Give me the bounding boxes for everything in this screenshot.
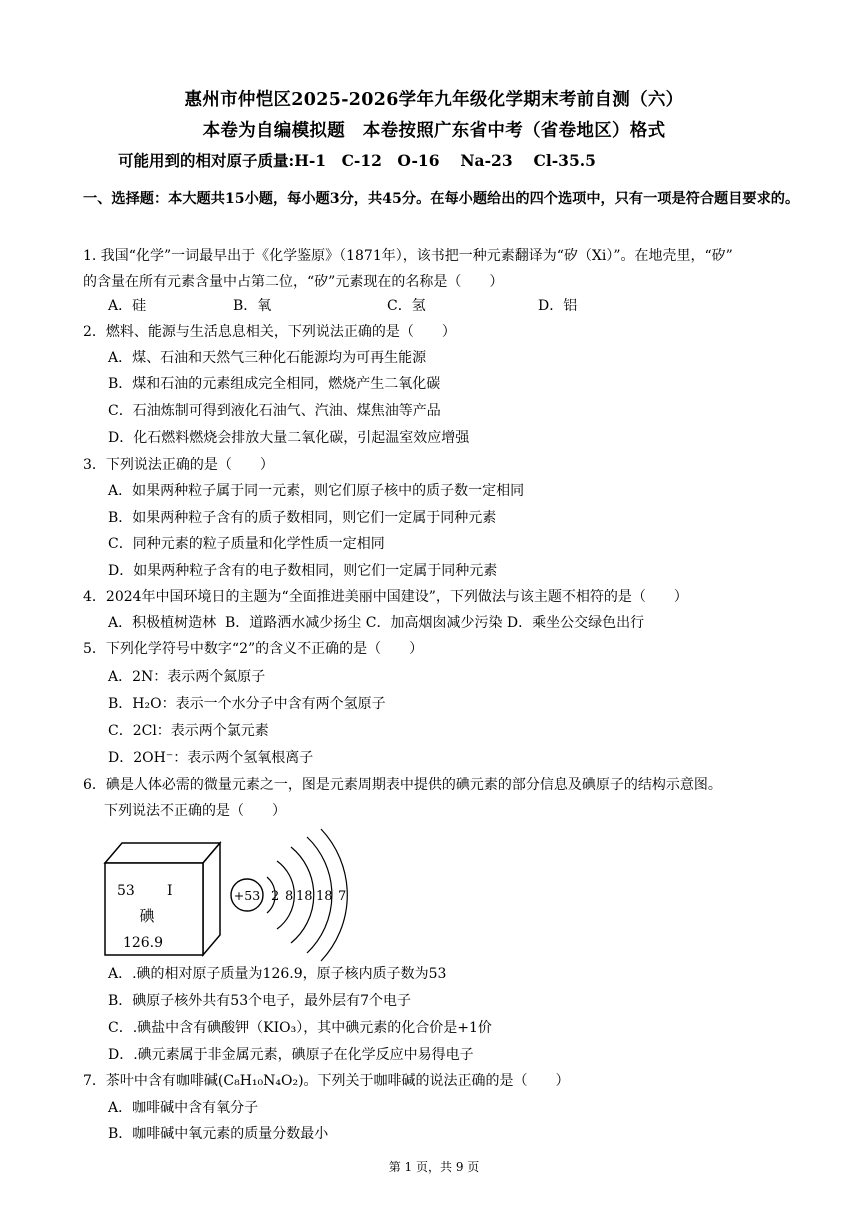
q6-option-d: D．.碘元素属于非金属元素，碘原子在化学反应中易得电子	[108, 1047, 474, 1063]
q5-option-c: C．2Cl：表示两个氯元素	[108, 723, 269, 739]
cell-atomic-number: 53	[117, 883, 135, 899]
q3-option-d: D．如果两种粒子含有的电子数相同，则它们一定属于同种元素	[108, 563, 498, 579]
cell-name: 碘	[139, 907, 155, 925]
q6-option-a: A．.碘的相对原子质量为126.9，原子核内质子数为53	[108, 966, 447, 982]
cell-symbol: I	[167, 883, 173, 899]
q5-option-b: B．H₂O：表示一个水分子中含有两个氢原子	[108, 696, 386, 712]
q1-option-d: D．铝	[538, 298, 578, 314]
q7-option-a: A．咖啡碱中含有氧分子	[108, 1100, 259, 1116]
q2-option-a: A．煤、石油和天然气三种化石能源均为可再生能源	[108, 350, 427, 366]
periodic-cell	[105, 843, 220, 955]
shell-4-electrons: 18	[316, 889, 333, 904]
q6-line2: 下列说法不正确的是（ ）	[104, 803, 286, 819]
q2-option-d: D．化石燃料燃烧会排放大量二氧化碳，引起温室效应增强	[108, 430, 470, 446]
iodine-figure	[95, 825, 435, 965]
q4-options: A．积极植树造林 B．道路洒水减少扬尘 C．加高烟囱减少污染 D．乘坐公交绿色出行	[108, 615, 645, 631]
q1-option-b: B．氧	[233, 298, 272, 314]
q2-option-b: B．煤和石油的元素组成完全相同，燃烧产生二氧化碳	[108, 376, 441, 392]
q5-stem: 5．下列化学符号中数字“2”的含义不正确的是（ ）	[83, 641, 424, 657]
shell-3-electrons: 18	[296, 889, 313, 904]
nucleus-charge: +53	[233, 888, 261, 903]
q1-option-a: A．硅	[108, 298, 147, 314]
q3-option-b: B．如果两种粒子含有的质子数相同，则它们一定属于同种元素	[108, 510, 497, 526]
q6-line1: 6．碘是人体必需的微量元素之一，图是元素周期表中提供的碘元素的部分信息及碘原子的结构示意图。	[83, 777, 722, 793]
section-heading: 一、选择题：本大题共15小题，每小题3分，共45分。在每小题给出的四个选项中，只有一项是符合题目要求的。	[83, 191, 800, 207]
shell-5-electrons: 7	[338, 889, 347, 904]
q6-option-c: C．.碘盐中含有碘酸钾（KIO₃），其中碘元素的化合价是+1价	[108, 1020, 492, 1036]
atomic-masses: 可能用到的相对原子质量:H-1 C-12 O-16 Na-23 Cl-35.5	[118, 151, 596, 170]
q7-option-b: B．咖啡碱中氧元素的质量分数最小	[108, 1126, 329, 1142]
q1-line2: 的含量在所有元素含量中占第二位，“矽”元素现在的名称是（ ）	[83, 274, 504, 290]
q6-option-b: B．碘原子核外共有53个电子，最外层有7个电子	[108, 993, 412, 1009]
page-footer: 第 1 页，共 9 页	[388, 1160, 480, 1174]
shell-2-electrons: 8	[285, 889, 294, 904]
shell-1-electrons: 2	[271, 889, 280, 904]
q3-stem: 3．下列说法正确的是（ ）	[83, 457, 274, 473]
exam-subtitle: 本卷为自编模拟题 本卷按照广东省中考（省卷地区）格式	[202, 121, 666, 141]
q2-option-c: C．石油炼制可得到液化石油气、汽油、煤焦油等产品	[108, 403, 441, 419]
q2-stem: 2．燃料、能源与生活息息相关，下列说法正确的是（ ）	[83, 324, 456, 340]
atom-structure	[231, 829, 347, 961]
q7-stem: 7．茶叶中含有咖啡碱(C₈H₁₀N₄O₂)。下列关于咖啡碱的说法正确的是（ ）	[83, 1073, 570, 1089]
exam-title: 惠州市仲恺区2025-2026学年九年级化学期末考前自测（六）	[184, 90, 684, 110]
q1-line1: 1. 我国“化学”一词最早出于《化学鉴原》（1871年），该书把一种元素翻译为“矽（Xi）”。在地壳里，“矽”	[83, 248, 733, 264]
q5-option-d: D．2OH⁻：表示两个氢氧根离子	[108, 750, 314, 766]
q3-option-c: C．同种元素的粒子质量和化学性质一定相同	[108, 536, 385, 552]
q5-option-a: A．2N：表示两个氮原子	[108, 669, 266, 685]
q4-stem: 4．2024年中国环境日的主题为“全面推进美丽中国建设”，下列做法与该主题不相符的是（ ）	[83, 589, 688, 605]
q1-option-c: C．氢	[387, 298, 426, 314]
cell-mass: 126.9	[122, 935, 164, 951]
q3-option-a: A．如果两种粒子属于同一元素，则它们原子核中的质子数一定相同	[108, 483, 525, 499]
